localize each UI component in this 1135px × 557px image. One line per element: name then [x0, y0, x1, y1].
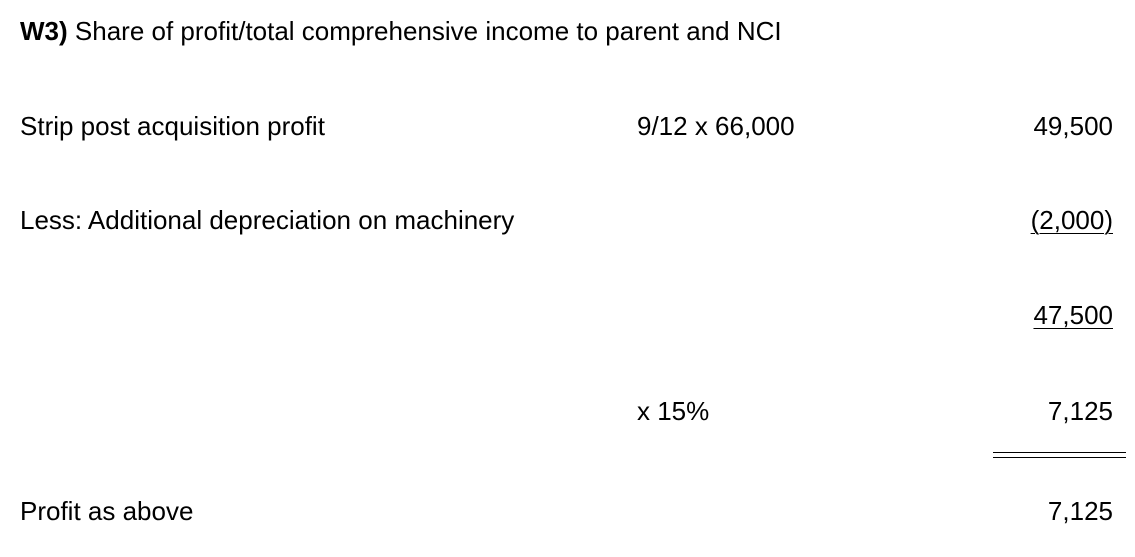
working-heading [20, 16, 782, 47]
working-row [0, 205, 1135, 237]
subtotal-amount: 47,500 [1033, 300, 1113, 330]
row-label: Profit as above [20, 496, 194, 526]
row-calculation: x 15% [637, 396, 710, 426]
working-code: W3) [20, 16, 68, 46]
working-row [0, 496, 1135, 528]
working-title: Share of profit/total comprehensive income to parent and NCI [74, 16, 782, 46]
working-row [0, 396, 1135, 428]
subtotal-row [0, 300, 1135, 332]
working-row [0, 111, 1135, 143]
row-amount: 49,500 [1033, 111, 1113, 141]
row-amount: 7,125 [1047, 496, 1113, 526]
total-double-rule [993, 452, 1126, 458]
row-amount: (2,000) [1030, 205, 1113, 235]
row-amount: 7,125 [1047, 396, 1113, 426]
row-calculation: 9/12 x 66,000 [637, 111, 795, 141]
row-label: Less: Additional depreciation on machinery [20, 205, 515, 235]
row-label: Strip post acquisition profit [20, 111, 325, 141]
